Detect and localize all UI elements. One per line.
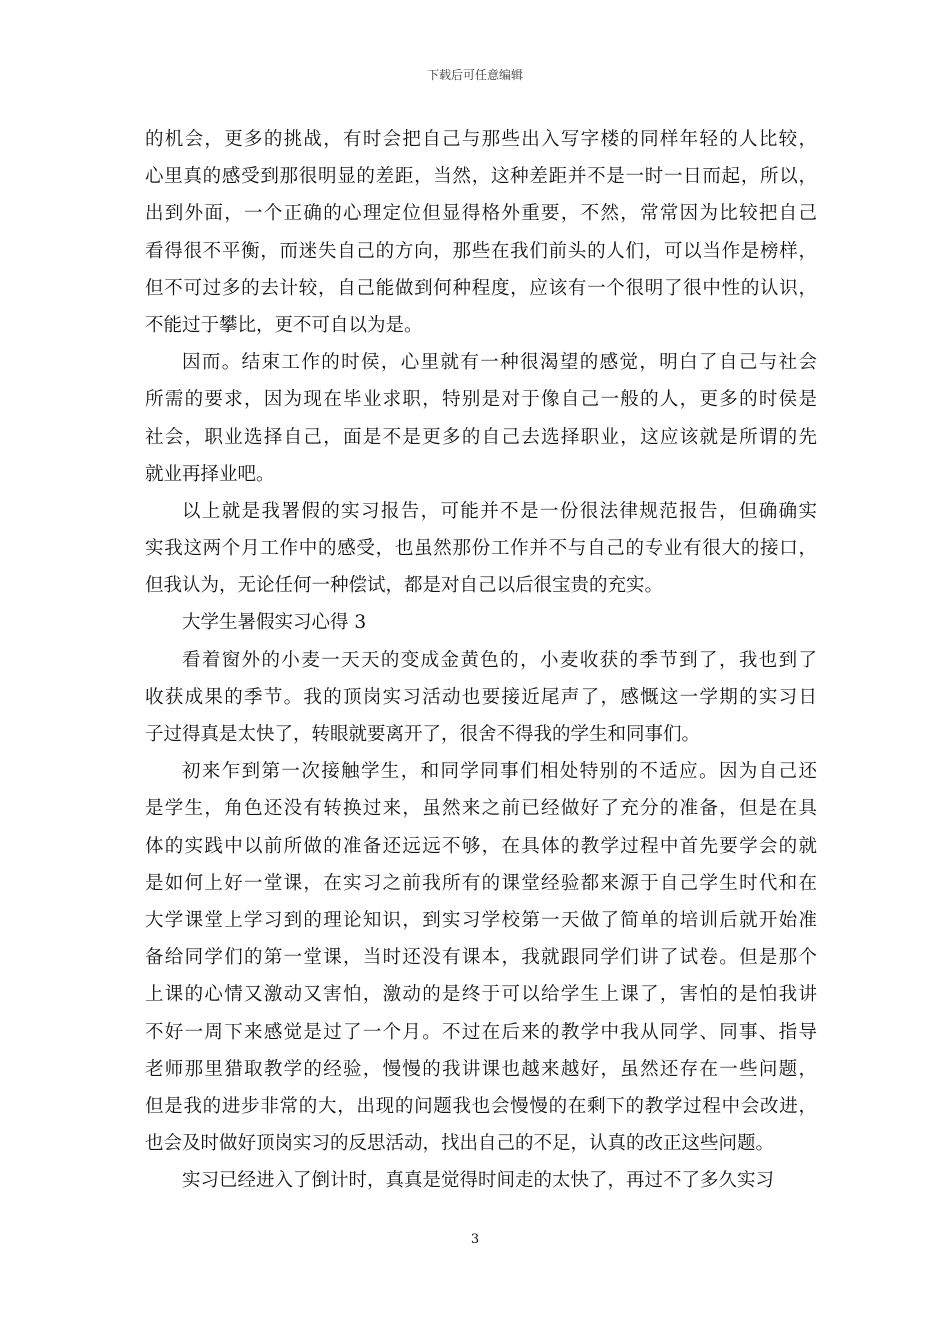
page-number: 3 [470,1232,480,1247]
paragraph-line: 出到外面，一个正确的心理定位但显得格外重要，不然，常常因为比较把自己 [145,203,817,225]
paragraph-line: 大学课堂上学习到的理论知识，到实习学校第一天做了简单的培训后就开始准 [145,909,817,931]
paragraph-line: 初来乍到第一次接触学生，和同学同事们相处特别的不适应。因为自己还 [182,761,817,783]
paragraph-line: 也会及时做好顶岗实习的反思活动，找出自己的不足，认真的改正这些问题。 [145,1133,775,1155]
paragraph-line: 就业再择业吧。 [145,463,275,485]
paragraph-line: 看得很不平衡，而迷失自己的方向，那些在我们前头的人们，可以当作是榜样， [145,240,817,262]
paragraph-line: 的机会，更多的挑战，有时会把自己与那些出入写字楼的同样年轻的人比较， [145,129,817,150]
paragraph-line: 因而。结束工作的时侯，心里就有一种很渴望的感觉，明白了自己与社会 [182,352,817,374]
paragraph-line: 收获成果的季节。我的顶岗实习活动也要接近尾声了，感慨这一学期的实习日 [145,686,817,708]
paragraph-line: 以上就是我署假的实习报告，可能并不是一份很法律规范报告，但确确实 [182,500,817,522]
paragraph-line: 但是我的进步非常的大，出现的问题我也会慢慢的在剩下的教学过程中会改进， [145,1095,817,1117]
paragraph-line: 大学生暑假实习心得 3 [182,612,367,634]
paragraph-line: 实我这两个月工作中的感受，也虽然那份工作并不与自己的专业有很大的接口， [145,538,817,560]
paragraph-line: 老师那里猎取教学的经验，慢慢的我讲课也越来越好，虽然还存在一些问题， [145,1058,817,1080]
paragraph-line: 上课的心情又激动又害怕，激动的是终于可以给学生上课了，害怕的是怕我讲 [145,984,817,1006]
paragraph-line: 是如何上好一堂课，在实习之前我所有的课堂经验都来源于自己学生时代和在 [145,872,817,894]
paragraph-line: 社会，职业选择自己，面是不是更多的自己去选择职业，这应该就是所谓的先 [145,426,817,448]
paragraph-line: 但我认为，无论任何一种偿试，都是对自己以后很宝贵的充实。 [145,575,664,597]
paragraph-line: 但不可过多的去计较，自己能做到何种程度，应该有一个很明了很中性的认识， [145,277,817,299]
paragraph-line: 所需的要求，因为现在毕业求职，特别是对于像自己一般的人，更多的时侯是 [145,389,817,411]
paragraph-line: 子过得真是太快了，转眼就要离开了，很舍不得我的学生和同事们。 [145,724,701,745]
document-body [145,124,817,1202]
paragraph-line: 心里真的感受到那很明显的差距，当然，这种差距并不是一时一日而起，所以， [145,166,817,188]
paragraph-line: 体的实践中以前所做的准备还远远不够，在具体的教学过程中首先要学会的就 [145,835,817,857]
paragraph-line: 是学生，角色还没有转换过来，虽然来之前已经做好了充分的准备，但是在具 [145,798,817,820]
paragraph-line: 实习已经进入了倒计时，真真是觉得时间走的太快了，再过不了多久实习 [182,1170,775,1192]
paragraph-line: 不能过于攀比，更不可自以为是。 [145,314,423,336]
paragraph-line: 不好一周下来感觉是过了一个月。不过在后来的教学中我从同学、同事、指导 [145,1021,817,1043]
page-header: 下载后可任意编辑 [426,68,523,82]
paragraph-line: 看着窗外的小麦一天天的变成金黄色的，小麦收获的季节到了，我也到了 [182,649,817,671]
paragraph-line: 备给同学们的第一堂课，当时还没有课本，我就跟同学们讲了试卷。但是那个 [145,947,817,969]
